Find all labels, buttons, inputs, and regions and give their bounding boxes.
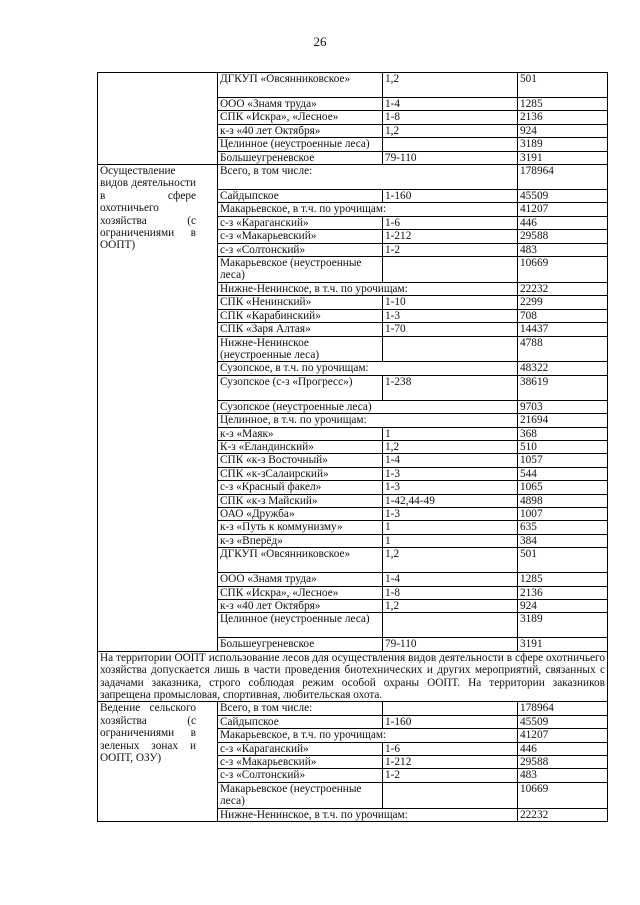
area-cell: 501: [518, 548, 608, 573]
area-cell: 10669: [518, 782, 608, 808]
forestry-name-cell: Большеугреневское: [218, 151, 383, 164]
quarters-cell: [383, 257, 518, 283]
forestry-name-cell: с-з «Красный факел»: [218, 481, 383, 494]
quarters-cell: [383, 138, 518, 151]
area-cell: 22232: [518, 282, 608, 295]
forestry-name-cell: СПК «к-зСалаирский»: [218, 467, 383, 480]
area-cell: 2299: [518, 296, 608, 309]
quarters-cell: [383, 336, 518, 362]
quarters-cell: 1-2: [383, 769, 518, 782]
quarters-cell: 79-110: [383, 151, 518, 164]
forestry-name-cell: к-з «Путь к коммунизму»: [218, 521, 383, 534]
forestry-name-cell: ООО «Знамя труда»: [218, 573, 383, 586]
activity-cell: [98, 702, 218, 822]
forestry-name-cell: с-з «Макарьевский»: [218, 756, 383, 769]
forestry-name-cell: к-з «40 лет Октября»: [218, 124, 383, 137]
forestry-name-cell: к-з «Маяк»: [218, 427, 383, 440]
quarters-cell: 1,2: [383, 600, 518, 613]
area-cell: 2136: [518, 586, 608, 599]
forestry-name-cell: Нижне-Ненинское (неустроенные леса): [218, 336, 383, 362]
quarters-cell: 1: [383, 427, 518, 440]
area-cell: 3191: [518, 638, 608, 651]
forestry-name-cell: СПК «к-з Восточный»: [218, 454, 383, 467]
forestry-name-cell: СПК «Искра», «Лесное»: [218, 111, 383, 124]
activity-cell: [98, 165, 218, 652]
area-cell: 510: [518, 440, 608, 453]
forestry-name-cell: Нижне-Ненинское, в т.ч. по урочищам:: [218, 808, 518, 821]
forestry-name-cell: СПК «Заря Алтая»: [218, 323, 383, 336]
area-cell: 21694: [518, 414, 608, 427]
quarters-cell: 1-4: [383, 573, 518, 586]
forestry-name-cell: Сайдыпское: [218, 715, 383, 728]
forestry-name-cell: Сузопское (с-з «Прогресс»): [218, 375, 383, 400]
quarters-cell: 1-2: [383, 243, 518, 256]
forestry-name-cell: СПК «Искра», «Лесное»: [218, 586, 383, 599]
quarters-cell: 1-160: [383, 190, 518, 203]
note-row: [98, 651, 608, 702]
quarters-cell: 1-212: [383, 230, 518, 243]
quarters-cell: 1-42,44-49: [383, 494, 518, 507]
forestry-name-cell: Макарьевское, в т.ч. по урочищам:: [218, 729, 518, 742]
area-cell: 368: [518, 427, 608, 440]
forestry-name-cell: СПК «Ненинский»: [218, 296, 383, 309]
quarters-cell: 1-3: [383, 481, 518, 494]
area-cell: 29588: [518, 756, 608, 769]
forestry-name-cell: с-з «Солтонский»: [218, 769, 383, 782]
forestry-name-cell: ОАО «Дружба»: [218, 507, 383, 520]
area-cell: 924: [518, 600, 608, 613]
forest-use-grid: [97, 72, 608, 822]
quarters-cell: [383, 613, 518, 638]
area-cell: 708: [518, 309, 608, 322]
table-row: [98, 73, 608, 98]
forestry-name-cell: с-з «Караганский»: [218, 216, 383, 229]
area-cell: 1285: [518, 98, 608, 111]
forestry-name-cell: с-з «Караганский»: [218, 742, 383, 755]
area-cell: 384: [518, 534, 608, 547]
forestry-name-cell: Всего, в том числе:: [218, 702, 383, 715]
forestry-name-cell: Целинное (неустроенные леса): [218, 613, 383, 638]
forestry-name-cell: К-з «Еландинский»: [218, 440, 383, 453]
area-cell: 544: [518, 467, 608, 480]
forestry-name-cell: к-з «Вперёд»: [218, 534, 383, 547]
area-cell: 178964: [518, 702, 608, 715]
quarters-cell: 1-3: [383, 507, 518, 520]
forestry-name-cell: Сузопское (неустроенные леса): [218, 400, 518, 413]
forestry-name-cell: Макарьевское, в т.ч. по урочищам:: [218, 203, 518, 216]
area-cell: 41207: [518, 203, 608, 216]
area-cell: 48322: [518, 362, 608, 375]
area-cell: 483: [518, 243, 608, 256]
activity-cell: [98, 73, 218, 165]
area-cell: 41207: [518, 729, 608, 742]
quarters-cell: 1,2: [383, 124, 518, 137]
restriction-note: На территории ООПТ использование лесов для осуществления видов деятельности в сфере охотничьего хозяйства допускается лишь в части проведения биотехнических и других мероприятий, связанных с задачами заказника, строго соблюдая режим особой охраны ООПТ. На территории заказников запрещена промысловая, спортивная, любительская охота.: [98, 651, 608, 702]
area-cell: 178964: [518, 165, 608, 190]
quarters-cell: 1-3: [383, 467, 518, 480]
table-row: [98, 165, 608, 190]
quarters-cell: 1,2: [383, 73, 518, 98]
quarters-cell: 1-6: [383, 216, 518, 229]
area-cell: 924: [518, 124, 608, 137]
area-cell: 38619: [518, 375, 608, 400]
quarters-cell: 1,2: [383, 548, 518, 573]
table-row: [98, 702, 608, 715]
area-cell: 1007: [518, 507, 608, 520]
quarters-cell: 1-4: [383, 98, 518, 111]
quarters-cell: [383, 702, 518, 715]
quarters-cell: 1-160: [383, 715, 518, 728]
quarters-cell: 1-8: [383, 111, 518, 124]
quarters-cell: 1-10: [383, 296, 518, 309]
forestry-name-cell: Нижне-Ненинское, в т.ч. по урочищам:: [218, 282, 518, 295]
area-cell: 4788: [518, 336, 608, 362]
quarters-cell: 1-6: [383, 742, 518, 755]
forestry-name-cell: Макарьевское (неустроенные леса): [218, 257, 383, 283]
quarters-cell: 1-238: [383, 375, 518, 400]
quarters-cell: 1,2: [383, 440, 518, 453]
quarters-cell: 1-4: [383, 454, 518, 467]
quarters-cell: 1-3: [383, 309, 518, 322]
area-cell: 14437: [518, 323, 608, 336]
forestry-name-cell: ООО «Знамя труда»: [218, 98, 383, 111]
area-cell: 483: [518, 769, 608, 782]
quarters-cell: 1: [383, 534, 518, 547]
quarters-cell: 1-70: [383, 323, 518, 336]
forestry-name-cell: с-з «Солтонский»: [218, 243, 383, 256]
quarters-cell: 1: [383, 521, 518, 534]
area-cell: 3189: [518, 138, 608, 151]
forestry-name-cell: СПК «Карабинский»: [218, 309, 383, 322]
area-cell: 501: [518, 73, 608, 98]
area-cell: 3189: [518, 613, 608, 638]
area-cell: 1065: [518, 481, 608, 494]
area-cell: 1285: [518, 573, 608, 586]
forestry-name-cell: Макарьевское (неустроенные леса): [218, 782, 383, 808]
forestry-name-cell: Большеугреневское: [218, 638, 383, 651]
area-cell: 1057: [518, 454, 608, 467]
quarters-cell: 79-110: [383, 638, 518, 651]
forestry-name-cell: с-з «Макарьевский»: [218, 230, 383, 243]
area-cell: 10669: [518, 257, 608, 283]
forestry-name-cell: ДГКУП «Овсянниковское»: [218, 73, 383, 98]
forestry-name-cell: к-з «40 лет Октября»: [218, 600, 383, 613]
page-number: 26: [313, 34, 327, 49]
forestry-name-cell: Сузопское, в т.ч. по урочищам:: [218, 362, 518, 375]
forestry-name-cell: Всего, в том числе:: [218, 165, 518, 190]
forestry-name-cell: Целинное, в т.ч. по урочищам:: [218, 414, 518, 427]
area-cell: 22232: [518, 808, 608, 821]
area-cell: 4898: [518, 494, 608, 507]
area-cell: 635: [518, 521, 608, 534]
area-cell: 45509: [518, 715, 608, 728]
quarters-cell: 1-212: [383, 756, 518, 769]
area-cell: 45509: [518, 190, 608, 203]
forestry-name-cell: ДГКУП «Овсянниковское»: [218, 548, 383, 573]
activity-label: Ведение сельского хозяйства (с ограничениями в зеленых зонах и ООПТ, ОЗУ): [100, 702, 196, 765]
area-cell: 2136: [518, 111, 608, 124]
area-cell: 29588: [518, 230, 608, 243]
area-cell: 3191: [518, 151, 608, 164]
activity-label: Осуществление видов деятельности в сфере охотничьего хозяйства (с ограничениями в ООПТ): [100, 165, 196, 252]
quarters-cell: [383, 782, 518, 808]
area-cell: 9703: [518, 400, 608, 413]
forest-use-table: [97, 72, 607, 822]
forestry-name-cell: Целинное (неустроенные леса): [218, 138, 383, 151]
area-cell: 446: [518, 216, 608, 229]
area-cell: 446: [518, 742, 608, 755]
forestry-name-cell: Сайдыпское: [218, 190, 383, 203]
forestry-name-cell: СПК «к-з Майский»: [218, 494, 383, 507]
quarters-cell: 1-8: [383, 586, 518, 599]
